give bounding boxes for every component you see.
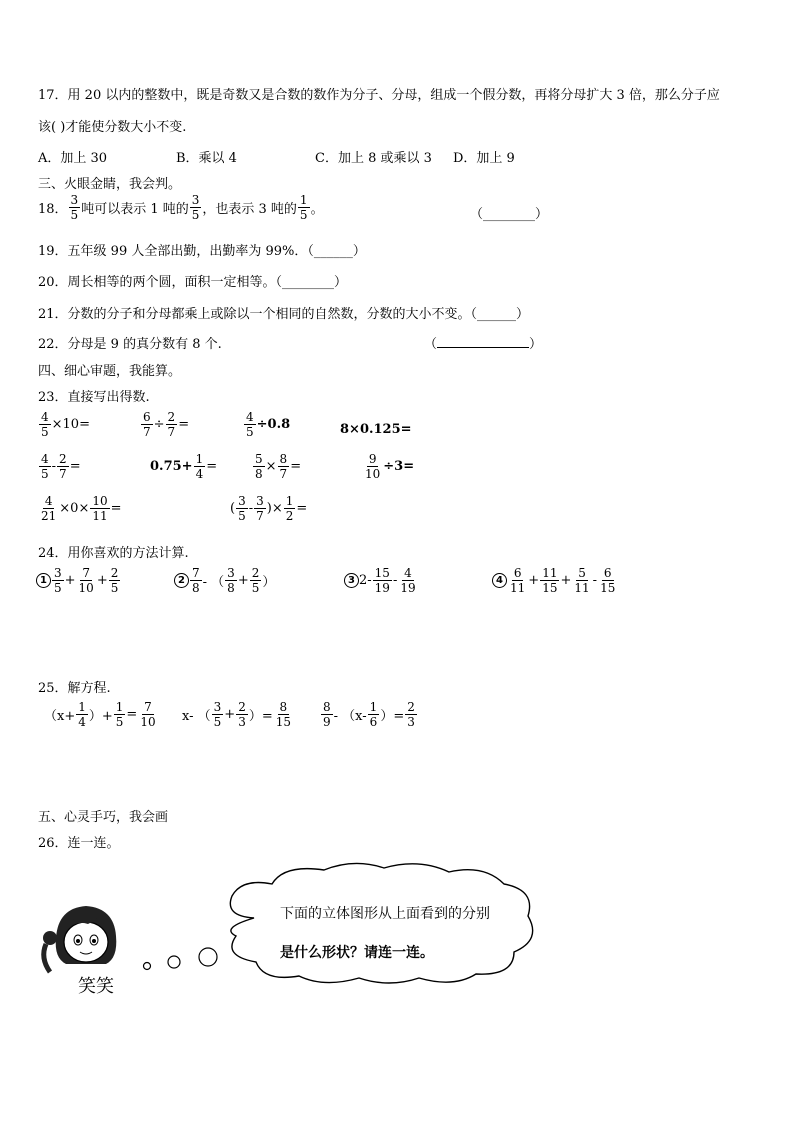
expression-text: ）= bbox=[248, 709, 273, 724]
fraction: $\frac{5}{11}$ bbox=[574, 566, 590, 595]
expression-text: ）= bbox=[380, 709, 405, 724]
q17-option-c: C．加上 8 或乘以 3 bbox=[315, 151, 432, 166]
expression-text: 2- bbox=[359, 573, 372, 588]
q23-r2-b: 0.75+ $\frac{1}{4}$ = bbox=[150, 452, 218, 481]
q23-r1-a: $\frac{4}{5}$ ×10= bbox=[41, 410, 90, 439]
q18-text-3: 。 bbox=[310, 202, 324, 217]
q18-answer-blank[interactable]: （________） bbox=[470, 207, 549, 222]
fraction: $\frac{4}{19}$ bbox=[400, 566, 416, 595]
fraction: $\frac{7}{10}$ bbox=[78, 566, 94, 595]
fraction: $\frac{2}{3}$ bbox=[407, 700, 415, 729]
fraction: $\frac{2}{5}$ bbox=[251, 566, 260, 595]
fraction: $\frac{8}{15}$ bbox=[275, 700, 292, 729]
q17-option-d: D．加上 9 bbox=[453, 151, 515, 166]
q25-title: 25．解方程. bbox=[38, 681, 111, 696]
fraction: $\frac{7}{8}$ bbox=[192, 566, 200, 595]
q25-equation-3 bbox=[320, 700, 418, 729]
fraction: $\frac{3}{5}$ bbox=[191, 193, 200, 222]
q22-answer-blank[interactable]: （ ） bbox=[424, 337, 543, 352]
q23-r1-c: $\frac{4}{5}$ ÷0.8 bbox=[246, 410, 291, 439]
expression-text: - bbox=[392, 573, 398, 588]
section-3-heading: 三、火眼金睛，我会判。 bbox=[38, 177, 182, 192]
q18 bbox=[38, 193, 324, 222]
section-5-heading: 五、心灵手巧，我会画 bbox=[38, 810, 169, 825]
circled-number: 4 bbox=[492, 573, 507, 588]
fraction: $\frac{3}{5}$ bbox=[54, 566, 62, 595]
fraction: $\frac{1}{5}$ bbox=[115, 700, 124, 729]
q21: 21．分数的分子和分母都乘上或除以一个相同的自然数，分数的大小不变。（______） bbox=[38, 307, 530, 322]
cloud-text-line-1: 下面的立体图形从上面看到的分别 bbox=[280, 906, 490, 922]
fraction: $\frac{3}{5}$ bbox=[213, 700, 222, 729]
q23-r2-c: $\frac{5}{8}$ × $\frac{8}{7}$ = bbox=[255, 452, 302, 481]
q24-item-2 bbox=[174, 566, 275, 595]
thought-cloud bbox=[214, 858, 544, 988]
fraction: $\frac{2}{3}$ bbox=[238, 700, 246, 729]
expression-text: - （x- bbox=[333, 709, 367, 724]
expression-text: ）+ bbox=[88, 709, 113, 724]
q23-r3-a: $\frac{4}{21}$ ×0× $\frac{10}{11}$ = bbox=[41, 494, 122, 523]
cloud-text-line-2: 是什么形状？请连一连。 bbox=[280, 945, 434, 961]
q23-r3-b: ( $\frac{3}{5}$ - $\frac{3}{7}$ )× $\frac{1}{2}$ = bbox=[230, 494, 308, 523]
expression-text: ） bbox=[262, 575, 276, 590]
q17-option-b: B．乘以 4 bbox=[176, 151, 237, 166]
circled-number: 2 bbox=[174, 573, 189, 588]
expression-text: - bbox=[592, 573, 598, 588]
q24-item-4 bbox=[492, 566, 618, 595]
q17-option-a: A．加上 30 bbox=[38, 151, 108, 166]
expression-text: + bbox=[224, 707, 236, 722]
fraction: $\frac{6}{15}$ bbox=[600, 566, 616, 595]
q18-text-2: ，也表示 3 吨的 bbox=[202, 202, 297, 217]
q18-number: 18． bbox=[38, 202, 68, 217]
q25-equation-1 bbox=[44, 700, 159, 729]
expression-text: + bbox=[528, 573, 540, 588]
q25-equation-2 bbox=[182, 700, 294, 729]
expression-text: + bbox=[64, 573, 76, 588]
fraction: $\frac{6}{11}$ bbox=[510, 566, 526, 595]
q23-r2-a: $\frac{4}{5}$ - $\frac{2}{7}$ = bbox=[41, 452, 81, 481]
expression-text: = bbox=[126, 707, 138, 722]
circled-number: 1 bbox=[36, 573, 51, 588]
q19: 19．五年级 99 人全部出勤，出勤率为 99%．（______） bbox=[38, 244, 366, 259]
q17-line1: 17．用 20 以内的整数中，既是奇数又是合数的数作为分子、分母，组成一个假分数，再将分母扩大 3 倍，那么分子应 bbox=[38, 88, 720, 103]
fraction: $\frac{3}{5}$ bbox=[70, 193, 79, 222]
q22: 22．分母是 9 的真分数有 8 个. bbox=[38, 337, 222, 352]
fraction: $\frac{15}{19}$ bbox=[374, 566, 390, 595]
expression-text: + bbox=[96, 573, 108, 588]
circled-number: 3 bbox=[344, 573, 359, 588]
q23-r1-b: $\frac{6}{7}$ ÷ $\frac{2}{7}$ = bbox=[143, 410, 190, 439]
fraction: $\frac{8}{9}$ bbox=[323, 700, 331, 729]
expression-text: x- （ bbox=[182, 709, 211, 724]
q23-r2-d: $\frac{9}{10}$ ÷3= bbox=[365, 452, 415, 481]
q24-title: 24．用你喜欢的方法计算. bbox=[38, 546, 189, 561]
fraction: $\frac{1}{4}$ bbox=[78, 700, 86, 729]
section-4-heading: 四、细心审题，我能算。 bbox=[38, 364, 182, 379]
q17-line2: 该( )才能使分数大小不变. bbox=[38, 120, 187, 135]
expression-text: （x+ bbox=[44, 709, 76, 724]
q20: 20．周长相等的两个圆，面积一定相等。（________） bbox=[38, 275, 348, 290]
expression-text: + bbox=[560, 573, 572, 588]
fraction: $\frac{11}{15}$ bbox=[542, 566, 558, 595]
expression-text: + bbox=[237, 573, 249, 588]
q23-title: 23．直接写出得数. bbox=[38, 390, 150, 405]
q23-r1-d: 8×0.125= bbox=[340, 422, 412, 437]
expression-text: - （ bbox=[202, 575, 225, 590]
fraction: $\frac{1}{6}$ bbox=[369, 700, 378, 729]
thought-bubble-dots bbox=[138, 944, 222, 974]
fraction: $\frac{2}{5}$ bbox=[110, 566, 119, 595]
fraction: $\frac{3}{8}$ bbox=[227, 566, 235, 595]
girl-name-label: 笑笑 bbox=[78, 976, 114, 997]
q24-item-1 bbox=[36, 566, 121, 595]
q26-title: 26．连一连。 bbox=[38, 836, 120, 851]
fraction: $\frac{1}{5}$ bbox=[299, 193, 308, 222]
q18-text-1: 吨可以表示 1 吨的 bbox=[81, 202, 189, 217]
fraction: $\frac{7}{10}$ bbox=[140, 700, 156, 729]
q24-item-3 bbox=[344, 566, 419, 595]
